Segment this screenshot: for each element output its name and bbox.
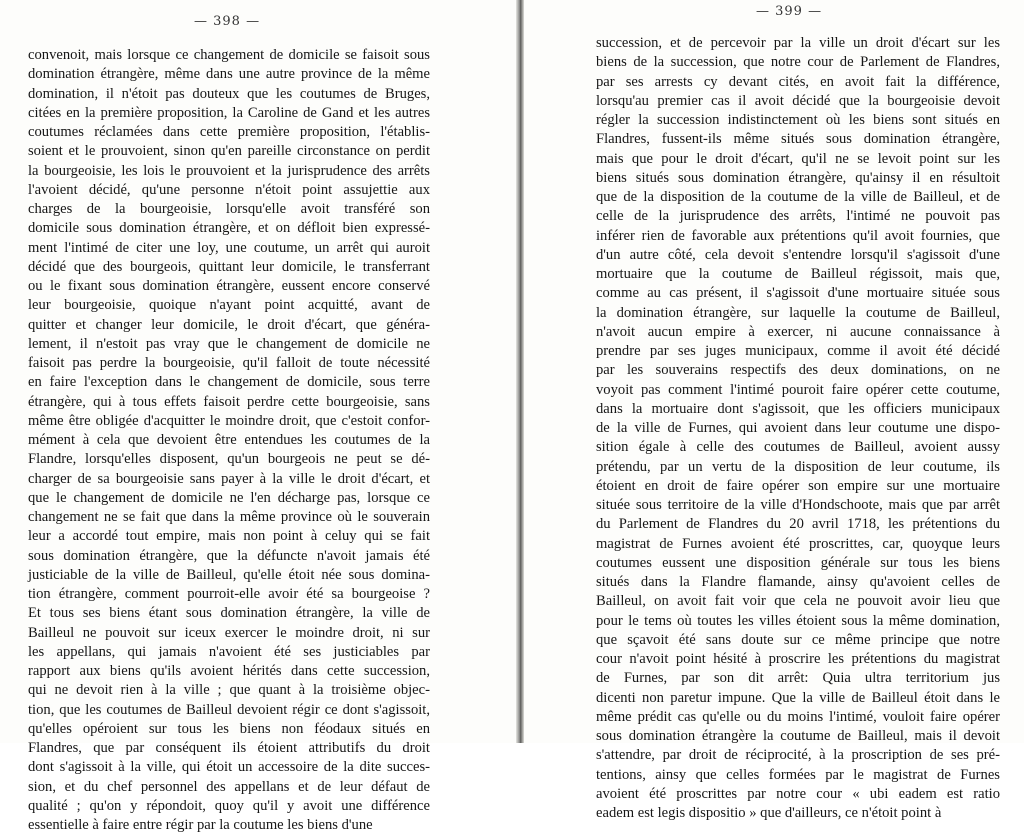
text-line: justiciable de la ville de Bailleul, qu'elle étoit née sous domina- xyxy=(28,566,430,583)
text-line: leur a accordé tout empire, mais non point à celuy qui se fait xyxy=(28,528,430,545)
text-line: essentielle à faire entre régir par la coutume les biens d'une xyxy=(28,817,373,833)
text-line: mais que pour le droit d'écart, qu'il ne se levoit point sur les xyxy=(596,150,1000,167)
text-line: n'avoit aucun empire à exercer, ni aucune connaissance à xyxy=(596,323,1000,340)
text-line: ou le fixant sous domination étrangère, eussent encore conservé xyxy=(28,278,430,294)
text-line: convenoit, mais lorsque ce changement de domicile se faisoit sous xyxy=(28,47,430,63)
text-line: décidé que des bourgeois, quittant leur domicile, le transferrant xyxy=(28,258,430,275)
book-gutter xyxy=(516,0,524,743)
text-line: changement ne se fait que dans la même province où le souverain xyxy=(28,509,430,525)
text-line: prendre par ses juges municipaux, comme il avoit été décidé xyxy=(596,343,1000,359)
text-line: l'avoient décidé, qu'une personne n'étoit point assujettie aux xyxy=(28,181,430,198)
text-line: comme au cas présent, il s'agissoit d'une mortuaire située sous xyxy=(596,285,1000,302)
text-line: dont s'agissoit à la ville, qui étoit un accessoire de la dite succes- xyxy=(28,759,430,776)
text-line: du Parlement de Flandres du 20 avril 1718, les prétentions du xyxy=(596,516,1000,533)
text-line: tion étrangère, comment pourroit-elle avoir été sa bourgeoise ? xyxy=(28,586,430,602)
text-line: qui ne devoit rien à la ville ; que quant à la troisième objec- xyxy=(28,682,430,699)
left-page-text xyxy=(28,46,430,835)
text-line: leur bourgeoisie, quoique n'ayant point acquitté, avant de xyxy=(28,297,430,314)
text-line: sous domination étrangère, que la défuncte n'avoit jamais été xyxy=(28,547,430,564)
text-line: lorsqu'au premier cas il avoit décidé que la bourgeoisie devoit xyxy=(596,92,1000,109)
text-line: mément à cela que devoient être entendues les coutumes de la xyxy=(28,432,430,448)
text-line: biens situés sous domination étrangère, qu'ainsy il en résultoit xyxy=(596,169,1000,186)
text-line: charger de sa bourgeoisie sans payer à la ville le droit d'écart, et xyxy=(28,470,430,487)
text-line: qualité ; qu'on y répondoit, quoy qu'il y avoit une différence xyxy=(28,797,430,814)
text-line: qu'elles opéroient sur tous les biens non féodaux situés en xyxy=(28,720,430,737)
text-line: biens de la succession, que notre cour de Parlement de Flandres, xyxy=(596,54,1000,71)
text-line: avoient été proscrittes par notre cour « ubi eadem est ratio xyxy=(596,785,1000,802)
text-line: dans la mortuaire dont s'agissoit, que les officiers municipaux xyxy=(596,400,1000,417)
text-line: mortuaire que la coutume de Bailleul régissoit, mais que, xyxy=(596,266,1000,282)
text-line: faisoit pas perdre la bourgeoisie, qu'il falloit de toute nécessité xyxy=(28,355,430,371)
text-line: pour le tems où toutes les villes étoient sous la même domination, xyxy=(596,612,1000,629)
text-line: rapport aux biens qu'ils avoient hérités dans cette succession, xyxy=(28,663,430,679)
text-line: succession, et de percevoir par la ville un droit d'écart sur les xyxy=(596,35,1000,51)
text-line: même prédit cas qu'elle ou du moins l'intimé, vouloit faire opérer xyxy=(596,708,1000,725)
text-line: prétendu, par un vertu de la disposition de leur coutume, ils xyxy=(596,458,1000,475)
text-line: tion, que les coutumes de Bailleul devoient régir ce dont s'agissoit, xyxy=(28,701,430,718)
text-line: domicile sous domination étrangère, et on défloit bien expressé- xyxy=(28,220,430,237)
text-line: même être obligée d'acquitter le moindre droit, que c'estoit confor- xyxy=(28,412,430,429)
text-line: la bourgeoisie, les lois le prouvoient et la jurisprudence des arrêts xyxy=(28,162,430,179)
text-line: étoient en droit de faire opérer son empire sur une mortuaire xyxy=(596,477,1000,494)
left-page-number: — 398 — xyxy=(194,14,261,29)
text-line: Flandres, fussent-ils même situés sous domination étrangère, xyxy=(596,131,1000,148)
text-line: d'un autre côté, cela devoit s'entendre lorsqu'il s'agissoit d'une xyxy=(596,246,1000,263)
text-line: que le changement de domicile ne l'en décharge pas, lorsque ce xyxy=(28,489,430,506)
text-line: situés dans la Flandre flamande, ainsy qu'avoient celles de xyxy=(596,574,1000,590)
text-line: cour n'avoit point hésité à proscrire les prétentions du magistrat xyxy=(596,651,1000,667)
text-line: située sous territoire de la ville d'Hondschoote, mais que par arrêt xyxy=(596,497,1000,513)
text-line: celle de la jurisprudence des arrêts, l'intimé ne pouvoit pas xyxy=(596,208,1000,225)
text-line: de Furnes, par son dit arrêt: Quia ultra territorium jus xyxy=(596,670,1000,687)
text-line: coutumes réclamées dans cette première proposition, l'établis- xyxy=(28,124,430,140)
text-line: inférer rien de favorable aux prétentions qu'il avoit fournies, que xyxy=(596,227,1000,244)
right-page xyxy=(524,0,1024,821)
text-line: s'attendre, par droit de réciprocité, à la proscription de ses pré- xyxy=(596,747,1000,764)
text-line: domination, il n'étoit pas douteux que les coutumes de Bruges, xyxy=(28,85,430,102)
text-line: par les souverains respectifs des deux dominations, on ne xyxy=(596,362,1000,379)
text-line: sition égale à celle des coutumes de Bailleul, avoient aussy xyxy=(596,439,1000,456)
right-page-text xyxy=(596,34,1000,823)
text-line: charges de la bourgeoisie, lorsqu'elle avoit transféré son xyxy=(28,201,430,217)
text-line: dicenti non paretur impune. Que la ville de Bailleul étoit dans le xyxy=(596,689,1000,706)
text-line: coutumes eussent une disposition générale sur tous les biens xyxy=(596,554,1000,571)
text-line: Flandre, lorsqu'elles disposent, qu'un bourgeois ne peut se dé- xyxy=(28,451,430,468)
text-line: voyoit pas comment l'intimé pouroit faire opérer cette coutume, xyxy=(596,381,1000,398)
text-line: par ses arrests cy devant cités, en avoit fait la différence, xyxy=(596,73,1000,90)
text-line: de la ville de Furnes, qui avoient dans leur coutume une dispo- xyxy=(596,420,1000,436)
text-line: Flandres, que par conséquent ils étoient attributifs du droit xyxy=(28,740,430,756)
text-line: quitter et changer leur domicile, le droit d'écart, que généra- xyxy=(28,316,430,333)
text-line: magistrat de Furnes avoient été proscrittes, car, quoyque leurs xyxy=(596,535,1000,552)
text-line: eadem est legis dispositio » que d'ailleurs, ce n'étoit point à xyxy=(596,805,942,821)
text-line: tentions, ainsy que celles formées par le magistrat de Furnes xyxy=(596,766,1000,783)
text-line: Bailleul, on avoit fait voir que cela ne pouvoit avoir lieu que xyxy=(596,593,1000,610)
text-line: en faire l'exception dans le changement de domicile, sous terre xyxy=(28,374,430,391)
text-line: que sçavoit été sans doute sur ce même principe que notre xyxy=(596,631,1000,648)
text-line: sion, et du chef personnel des appellans et de leur défaut de xyxy=(28,778,430,795)
text-line: que de la disposition de la coutume de la ville de Bailleul, et de xyxy=(596,189,1000,205)
text-line: régler la succession indistinctement où les biens sont situés en xyxy=(596,112,1000,128)
text-line: Et tous ses biens étant sous domination étrangère, la ville de xyxy=(28,605,430,622)
text-line: la domination étrangère, sur laquelle la coutume de Bailleul, xyxy=(596,304,1000,321)
text-line: soient et le prouvoient, sinon qu'en pareille circonstance on perdit xyxy=(28,143,430,160)
right-page-number: — 399 — xyxy=(756,4,823,19)
text-line: citées en la première proposition, la Caroline de Gand et les autres xyxy=(28,104,430,121)
text-line: étrangère, qui à tous effets faisoit perdre cette bourgeoisie, sans xyxy=(28,393,430,410)
text-line: domination étrangère, même dans une autre province de la même xyxy=(28,66,430,83)
text-line: Bailleul ne pouvoit sur iceux exercer le moindre droit, ni sur xyxy=(28,624,430,641)
text-line: ment l'intimé de citer une loy, une coutume, un arrêt qui auroit xyxy=(28,239,430,256)
text-line: lement, il n'estoit pas vray que le changement de domicile ne xyxy=(28,335,430,352)
text-line: sous domination étrangère la coutume de Bailleul, mais il devoit xyxy=(596,728,1000,744)
text-line: les appellans, qui jamais n'avoient été ses justiciables par xyxy=(28,643,430,660)
